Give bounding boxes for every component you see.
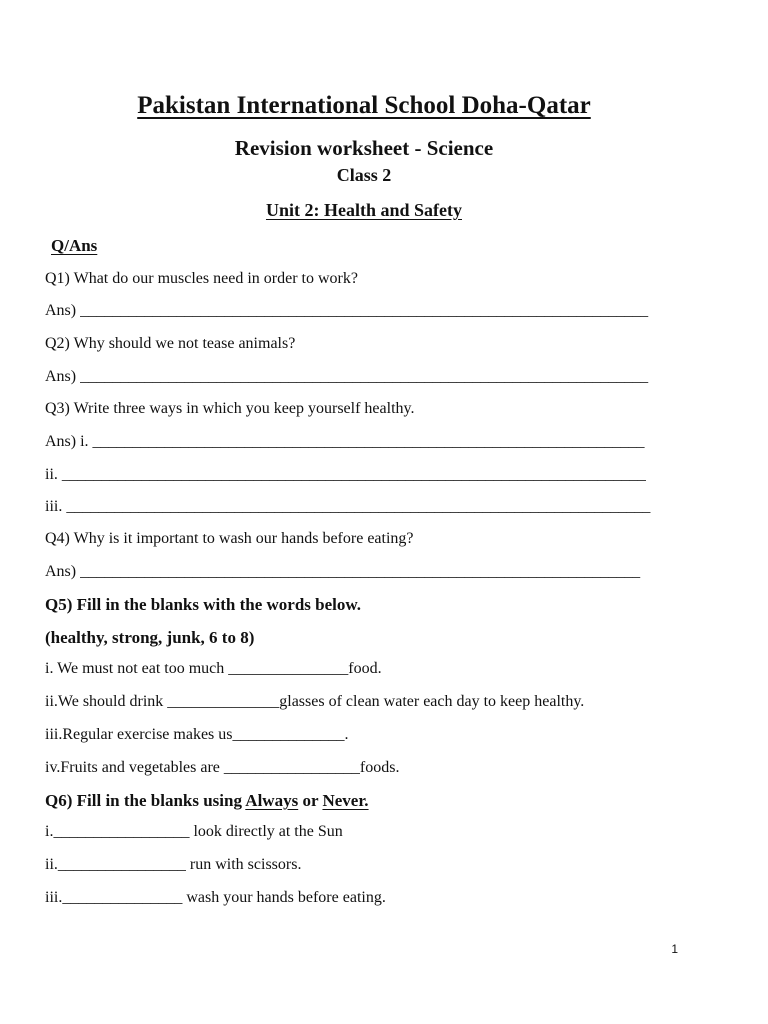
- answer-3-iii-line: iii. _________________________________________________________________________: [45, 498, 651, 515]
- question-3: Q3) Write three ways in which you keep yourself healthy.: [45, 400, 415, 417]
- section-qa-heading: Q/Ans: [51, 236, 98, 255]
- answer-2-line: Ans) _______________________________________________________________________: [45, 368, 649, 385]
- question-6-always: Always: [245, 791, 299, 810]
- worksheet-title: Revision worksheet - Science: [234, 136, 494, 160]
- question-6-i: i._________________ look directly at the Sun: [45, 823, 343, 840]
- answer-4-line: Ans) ______________________________________________________________________: [45, 563, 641, 580]
- question-4: Q4) Why is it important to wash our hands before eating?: [45, 530, 414, 547]
- question-1: Q1) What do our muscles need in order to work?: [45, 270, 358, 287]
- question-6-iii: iii._______________ wash your hands before eating.: [45, 889, 386, 906]
- question-6-never: Never.: [322, 791, 369, 810]
- question-6-or: or: [298, 791, 323, 810]
- answer-3-i-line: Ans) i. _____________________________________________________________________: [45, 433, 645, 450]
- answer-1-line: Ans) _______________________________________________________________________: [45, 302, 649, 319]
- question-6-prefix: Q6) Fill in the blanks using: [45, 791, 246, 810]
- question-5-word-bank: (healthy, strong, junk, 6 to 8): [45, 628, 255, 647]
- question-5: Q5) Fill in the blanks with the words below.: [45, 595, 361, 614]
- question-5-ii: ii.We should drink ______________glasses of clean water each day to keep healthy.: [45, 693, 585, 710]
- question-2: Q2) Why should we not tease animals?: [45, 335, 296, 352]
- question-6: [45, 791, 369, 811]
- question-6-ii: ii.________________ run with scissors.: [45, 856, 302, 873]
- question-5-iv: iv.Fruits and vegetables are _________________foods.: [45, 759, 400, 776]
- class-label: Class 2: [336, 165, 392, 185]
- question-5-iii: iii.Regular exercise makes us______________.: [45, 726, 349, 743]
- answer-3-ii-line: ii. _________________________________________________________________________: [45, 466, 646, 483]
- unit-title: Unit 2: Health and Safety: [265, 200, 462, 220]
- school-title: Pakistan International School Doha-Qatar: [137, 92, 591, 119]
- question-5-i: i. We must not eat too much _______________food.: [45, 660, 382, 677]
- page-number: 1: [671, 942, 678, 956]
